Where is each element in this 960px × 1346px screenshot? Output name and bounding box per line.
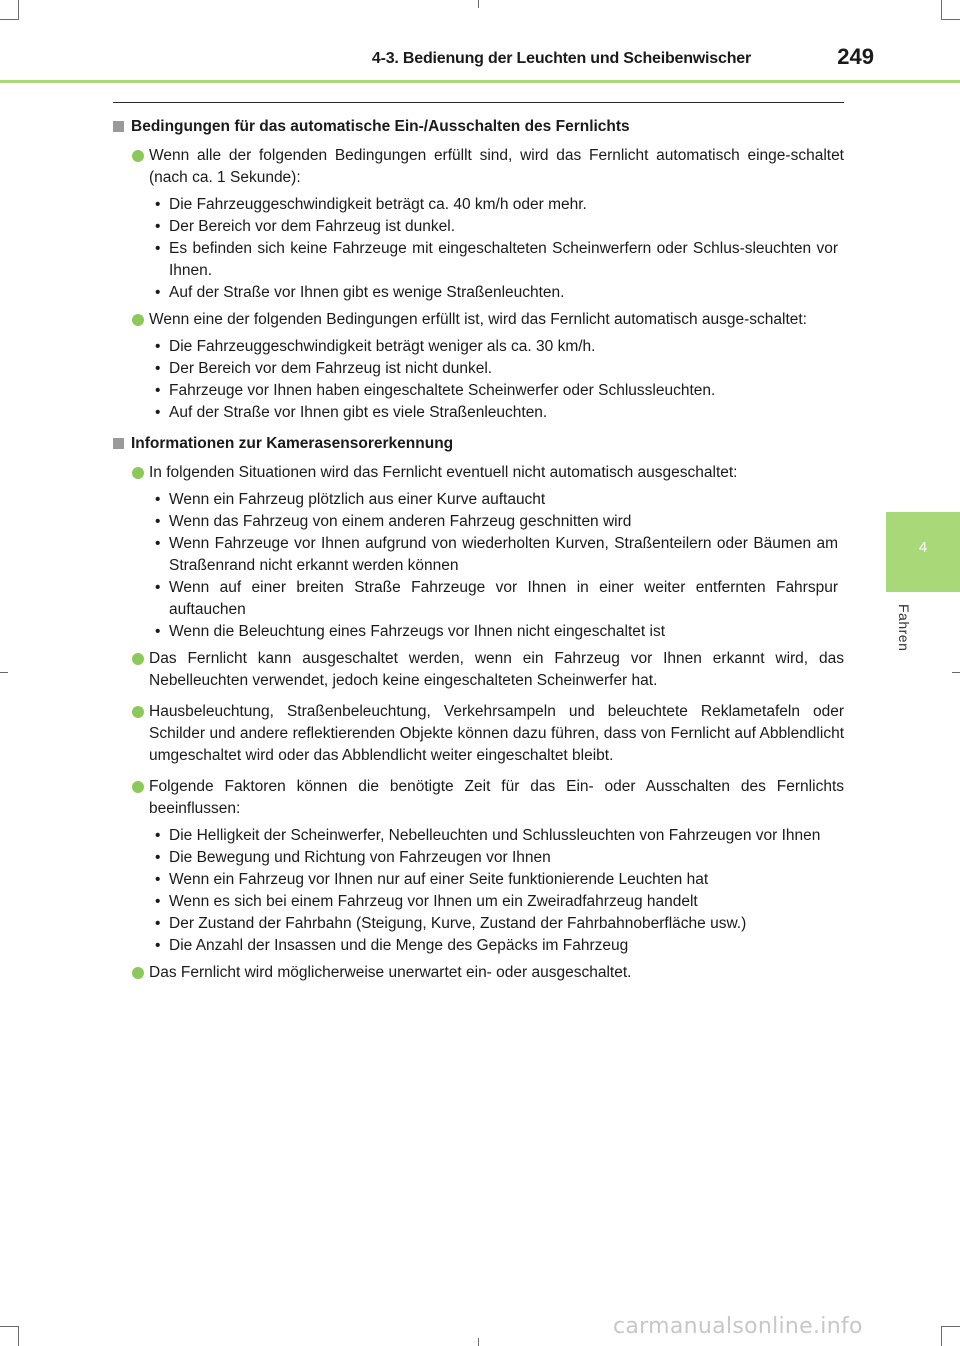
page-content (113, 116, 844, 989)
list-item: • Wenn es sich bei einem Fahrzeug vor Ihnen um ein Zweiradfahrzeug handelt (155, 893, 698, 910)
list-item: • Auf der Straße vor Ihnen gibt es viele Straßenleuchten. (155, 404, 548, 421)
header-rule (113, 102, 844, 103)
circle-bullet-icon (132, 467, 144, 479)
watermark: carmanualsonline.info (613, 1314, 863, 1339)
list-item: • Wenn das Fahrzeug von einem anderen Fahrzeug geschnitten wird (155, 513, 632, 530)
crop-mark (941, 0, 942, 20)
crop-mark (942, 1326, 960, 1327)
circle-bullet-icon (132, 150, 144, 162)
paragraph: Folgende Faktoren können die benötigte Zeit für das Ein- oder Ausschalten des Fernlichts beeinflussen: (113, 776, 844, 820)
list-item: • Auf der Straße vor Ihnen gibt es wenige Straßenleuchten. (155, 284, 565, 301)
list-item: • Wenn auf einer breiten Straße Fahrzeuge vor Ihnen in einer weiter entfernten Fahrspur auftauchen (155, 579, 838, 618)
crop-mark (0, 19, 18, 20)
square-bullet-icon (113, 438, 124, 449)
list-item: • Wenn ein Fahrzeug plötzlich aus einer Kurve auftaucht (155, 491, 546, 508)
bullet-list (113, 489, 844, 643)
list-item: • Die Fahrzeuggeschwindigkeit beträgt ca. 40 km/h oder mehr. (155, 196, 587, 213)
circle-bullet-icon (132, 653, 144, 665)
list-item: • Wenn ein Fahrzeug vor Ihnen nur auf einer Seite funktionierende Leuchten hat (155, 871, 709, 888)
crop-mark (0, 1326, 18, 1327)
crop-mark (478, 0, 479, 8)
paragraph: Wenn alle der folgenden Bedingungen erfüllt sind, wird das Fernlicht automatisch einge-schaltet (nach ca. 1 Sekunde): (113, 145, 844, 189)
list-item: • Es befinden sich keine Fahrzeuge mit eingeschalteten Scheinwerfern oder Schlus-sleuchten vor Ihnen. (155, 240, 838, 279)
paragraph: Hausbeleuchtung, Straßenbeleuchtung, Verkehrsampeln und beleuchtete Reklametafeln oder Schilder und andere reflektierenden Objekte können dazu führen, dass von Fernlicht auf Abblendlicht umgeschaltet wird oder das Abblendlicht weiter eingeschaltet bleibt. (113, 701, 844, 767)
list-item: • Die Bewegung und Richtung von Fahrzeugen vor Ihnen (155, 849, 551, 866)
paragraph: In folgenden Situationen wird das Fernlicht eventuell nicht automatisch ausgeschaltet: (113, 462, 844, 484)
paragraph: Wenn eine der folgenden Bedingungen erfüllt ist, wird das Fernlicht automatisch ausge-schaltet: (113, 309, 844, 331)
chapter-tab-number: 4 (918, 539, 928, 556)
circle-bullet-icon (132, 781, 144, 793)
paragraph: Das Fernlicht kann ausgeschaltet werden, wenn ein Fahrzeug vor Ihnen erkannt wird, das Nebelleuchten verwendet, jedoch keine eingeschalteten Scheinwerfer hat. (113, 648, 844, 692)
list-item: • Die Helligkeit der Scheinwerfer, Nebelleuchten und Schlussleuchten von Fahrzeugen vor Ihnen (155, 827, 821, 844)
chapter-tab (886, 512, 960, 592)
list-item: • Wenn die Beleuchtung eines Fahrzeugs vor Ihnen nicht eingeschaltet ist (155, 623, 666, 640)
circle-bullet-icon (132, 967, 144, 979)
list-item: • Fahrzeuge vor Ihnen haben eingeschaltete Scheinwerfer oder Schlussleuchten. (155, 382, 716, 399)
chapter-title: 4-3. Bedienung der Leuchten und Scheibenwischer (371, 50, 751, 67)
list-item: • Der Zustand der Fahrbahn (Steigung, Kurve, Zustand der Fahrbahnoberfläche usw.) (155, 915, 747, 932)
crop-mark (18, 0, 19, 20)
paragraph: Das Fernlicht wird möglicherweise unerwartet ein- oder ausgeschaltet. (113, 962, 844, 984)
section-heading: Bedingungen für das automatische Ein-/Ausschalten des Fernlichts (113, 116, 844, 137)
bullet-list (113, 825, 844, 957)
bullet-list (113, 194, 844, 304)
crop-mark (952, 672, 960, 673)
crop-mark (0, 672, 8, 673)
list-item: • Der Bereich vor dem Fahrzeug ist nicht dunkel. (155, 360, 493, 377)
list-item: • Die Anzahl der Insassen und die Menge des Gepäcks im Fahrzeug (155, 937, 629, 954)
square-bullet-icon (113, 121, 124, 132)
chapter-side-label: Fahren (896, 604, 912, 652)
header-accent-bar (0, 80, 960, 83)
list-item: • Wenn Fahrzeuge vor Ihnen aufgrund von wiederholten Kurven, Straßenteilern oder Bäumen am Straßenrand nicht erkannt werden können (155, 535, 838, 574)
crop-mark (942, 19, 960, 20)
circle-bullet-icon (132, 706, 144, 718)
crop-mark (478, 1338, 479, 1346)
page-number: 249 (837, 44, 874, 69)
section-heading: Informationen zur Kamerasensorerkennung (113, 433, 844, 454)
circle-bullet-icon (132, 314, 144, 326)
list-item: • Die Fahrzeuggeschwindigkeit beträgt weniger als ca. 30 km/h. (155, 338, 596, 355)
list-item: • Der Bereich vor dem Fahrzeug ist dunkel. (155, 218, 456, 235)
bullet-list (113, 336, 844, 424)
crop-mark (18, 1326, 19, 1346)
crop-mark (941, 1326, 942, 1346)
